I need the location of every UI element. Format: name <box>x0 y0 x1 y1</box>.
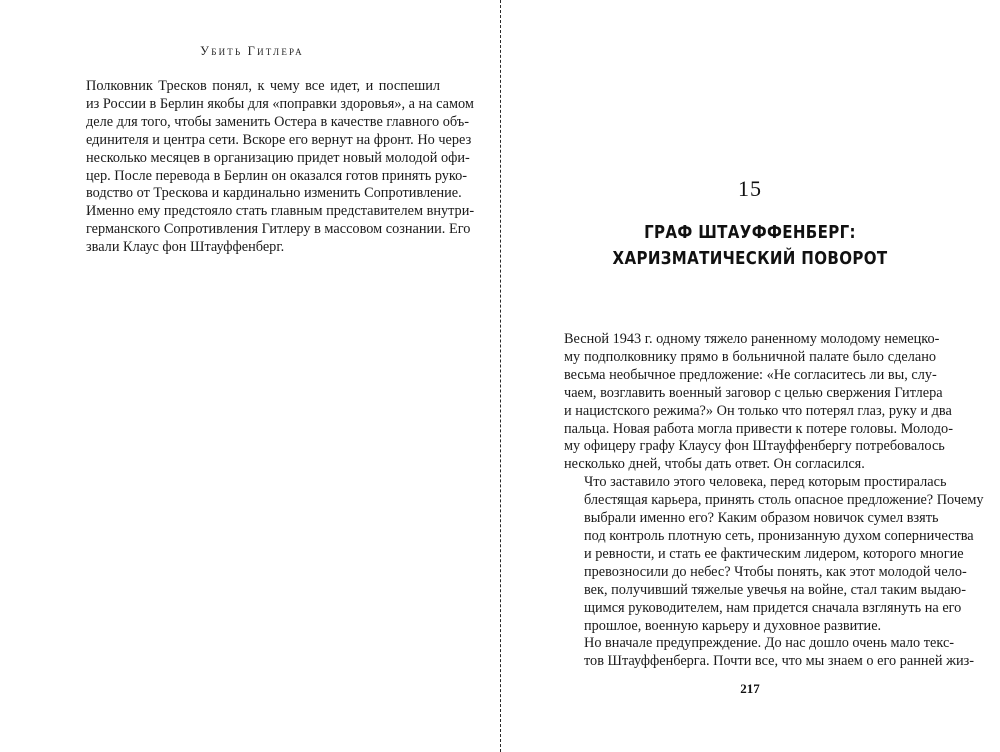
text-line: щимся руководителем, нам придется сначала взглянуть на его <box>584 599 962 616</box>
page-number: 217 <box>740 681 760 696</box>
text-line: звали Клаус фон Штауффенберг. <box>86 239 285 256</box>
text-line: деле для того, чтобы заменить Остера в качестве главного объ- <box>86 113 469 130</box>
chapter-number: 15 <box>738 176 762 201</box>
text-line: выбрали именно его? Каким образом новичок сумел взять <box>584 510 939 527</box>
chapter-title <box>590 220 910 272</box>
text-line: Что заставило этого человека, перед которым простиралась <box>584 474 947 491</box>
paragraph <box>564 474 984 635</box>
text-line: единителя и центра сети. Вскоре его вернут на фронт. Но через <box>86 131 472 148</box>
text-line: под контроль плотную сеть, пронизанную духом соперничества <box>584 527 974 544</box>
text-line: Полковник Тресков понял, к чему все идет, и поспешил <box>86 78 440 94</box>
text-line: и ревности, и стать ее фактическим лидером, которого многие <box>584 545 964 562</box>
paragraph <box>66 78 475 257</box>
text-line: век, получивший тяжелые увечья на войне, стал таким выдаю- <box>584 581 966 598</box>
text-line: несколько дней, чтобы дать ответ. Он согласился. <box>564 456 865 473</box>
chapter-title-line: ГРАФ ШТАУФФЕНБЕРГ: <box>644 223 856 243</box>
text-line: несколько месяцев в организацию придет новый молодой офи- <box>86 149 470 166</box>
text-line: му подполковнику прямо в больничной палате было сделано <box>564 348 936 365</box>
text-line: водство от Трескова и кардинально изменить Сопротивление. <box>86 185 462 202</box>
text-line: пальца. Новая работа могла привести к потере головы. Молодо- <box>564 420 953 437</box>
text-line: весьма необычное предложение: «Не согласитесь ли вы, слу- <box>564 366 937 383</box>
paragraph <box>564 635 975 671</box>
chapter-title-line: ХАРИЗМАТИЧЕСКИЙ ПОВОРОТ <box>612 249 888 269</box>
paragraph <box>564 331 953 474</box>
text-line: германского Сопротивления Гитлеру в массовом сознании. Его <box>86 221 471 238</box>
text-line: из России в Берлин якобы для «поправки здоровья», а на самом <box>86 95 474 112</box>
running-head: Убить Гитлера <box>200 44 304 58</box>
text-line: му офицеру графу Клаусу фон Штауффенбергу потребовалось <box>564 438 945 455</box>
text-line: чаем, возглавить военный заговор с целью свержения Гитлера <box>564 384 943 401</box>
text-line: и нацистского режима?» Он только что потерял глаз, руку и два <box>564 402 952 419</box>
text-line: Именно ему предстояло стать главным представителем внутри- <box>86 203 475 220</box>
text-line: цер. После перевода в Берлин он оказался готов принять руко- <box>86 167 468 184</box>
left-page-body <box>66 78 475 257</box>
page-divider <box>500 0 501 752</box>
text-line: Весной 1943 г. одному тяжело раненному молодому немецко- <box>564 331 940 347</box>
text-line: превозносили до небес? Чтобы понять, как этот молодой чело- <box>584 563 967 580</box>
text-line: блестящая карьера, принять столь опасное предложение? Почему <box>584 492 984 509</box>
right-page-body <box>564 331 984 671</box>
text-line: Но вначале предупреждение. До нас дошло очень мало текс- <box>584 635 955 652</box>
text-line: тов Штауффенберга. Почти все, что мы знаем о его ранней жиз- <box>584 653 975 670</box>
text-line: прошлое, военную карьеру и духовное развитие. <box>584 617 882 634</box>
